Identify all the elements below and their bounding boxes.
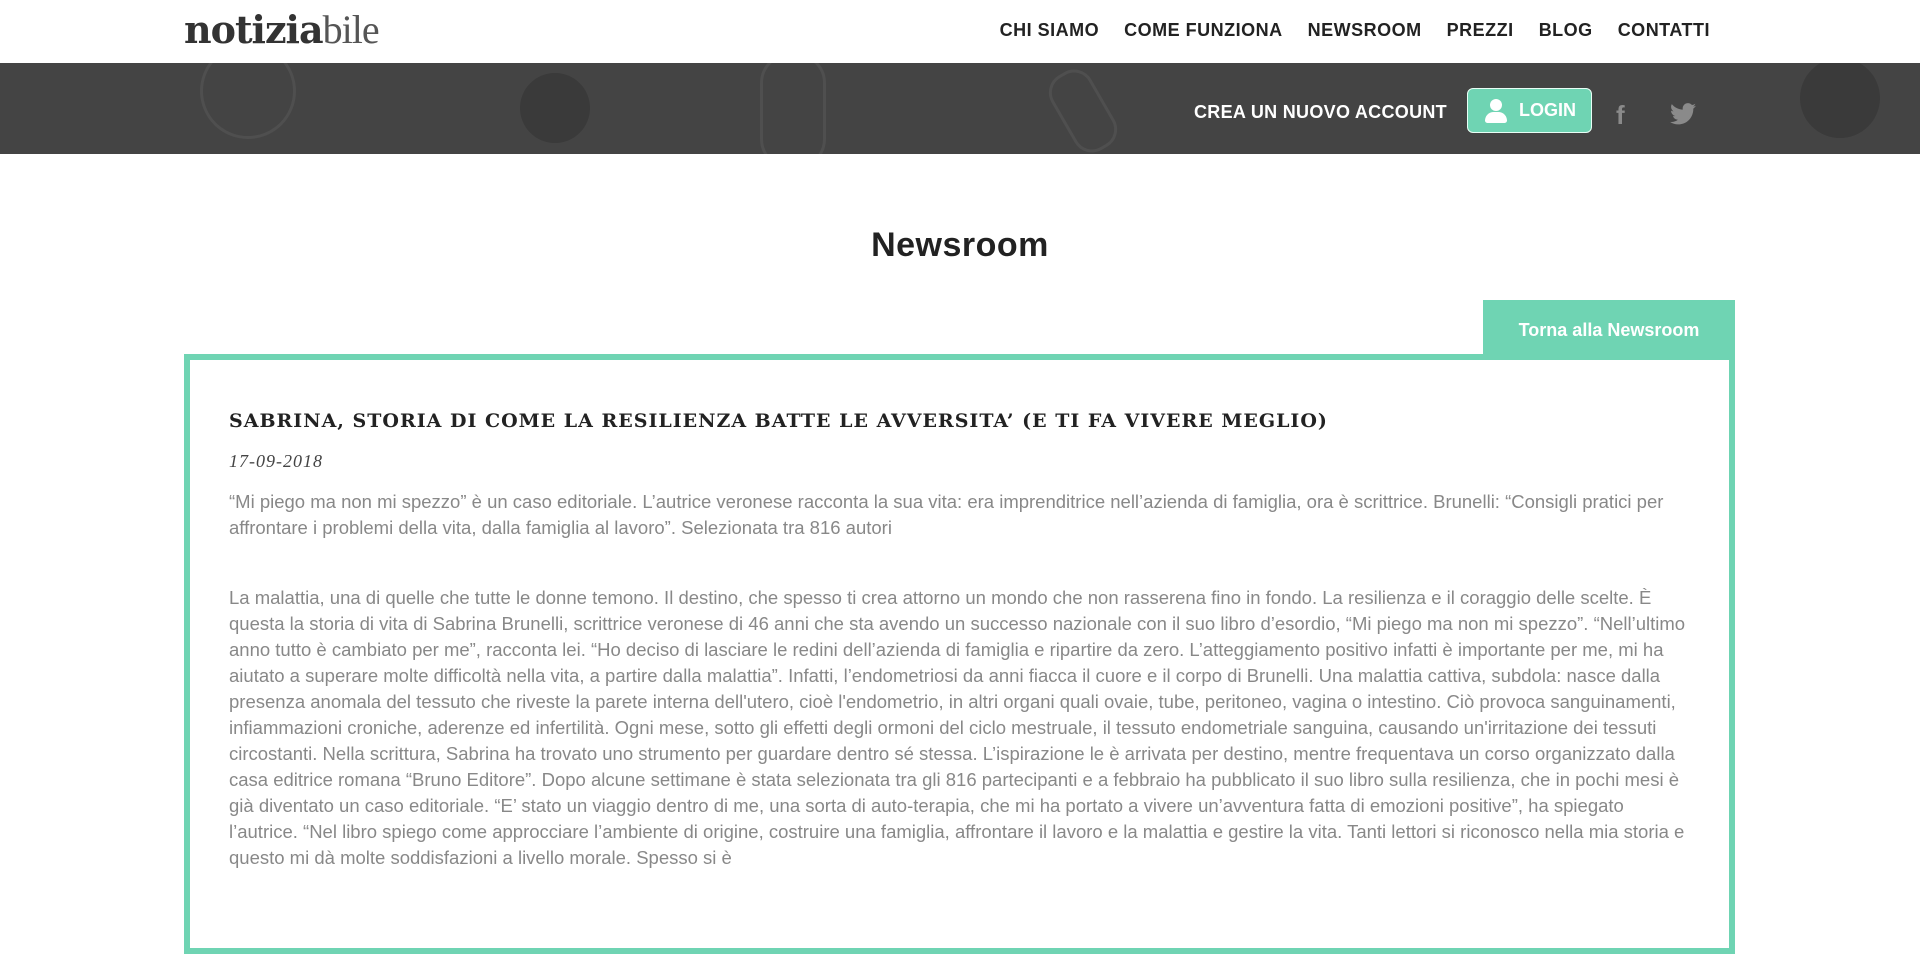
- article-date: 17-09-2018: [229, 451, 323, 471]
- nav-contatti[interactable]: CONTATTI: [1617, 20, 1710, 40]
- article-lead: “Mi piego ma non mi spezzo” è un caso editoriale. L’autrice veronese racconta la sua vita: era imprenditrice nell’azienda di famiglia, ora è scrittrice. Brunelli: “Consigli pratici per affrontare i problemi della vita, dalla famiglia al lavoro”. Selezionata tra 816 autori: [229, 491, 1664, 538]
- nav-come-funziona[interactable]: COME FUNZIONA: [1124, 20, 1283, 40]
- login-label: LOGIN: [1519, 100, 1576, 120]
- user-icon: [1483, 98, 1509, 124]
- back-to-newsroom-button[interactable]: Torna alla Newsroom: [1483, 300, 1735, 360]
- facebook-icon[interactable]: f: [1616, 100, 1625, 130]
- article-body: La malattia, una di quelle che tutte le donne temono. Il destino, che spesso ti crea attorno un mondo che non rasserena fino in fondo. La resilienza e il coraggio delle scelte. È questa la storia di vita di Sabrina Brunelli, scrittrice veronese di 46 anni che sta avendo un successo nazionale con il suo libro d’esordio, “Mi piego ma non mi spezzo”. “Nell’ultimo anno tutto è cambiato per me”, racconta lei. “Ho deciso di lasciare le redini dell’azienda di famiglia e ripartire da zero. L’atteggiamento positivo infatti è importante per me, mi ha aiutato a superare molte difficoltà nella vita, a partire dalla malattia”. Infatti, l’endometriosi da anni fiacca il cuore e il corpo di Brunelli. Una malattia cattiva, subdola: nasce dalla presenza anomala del tessuto che riveste la parete interna dell'utero, cioè l'endometrio, in altri organi quali ovaie, tube, peritoneo, vagina o intestino. Ciò provoca sanguinamenti, infiammazioni croniche, aderenze ed infertilità. Ogni mese, sotto gli effetti degli ormoni del ciclo mestruale, il tessuto endometriale sanguina, causando un'irritazione dei tessuti circostanti. Nella scrittura, Sabrina ha trovato uno strumento per guardare dentro sé stessa. L’ispirazione le è arrivata per destino, mentre frequentava un corso organizzato dalla casa editrice romana “Bruno Editore”. Dopo alcune settimane è stata selezionata tra gli 816 partecipanti e a febbraio ha pubblicato il suo libro sulla resilienza, che in pochi mesi è già diventato un caso editoriale. “E’ stato un viaggio dentro di me, una sorta di auto-terapia, che mi ha portato a vivere un’avventura fatta di emozioni positive”, ha spiegato l’autrice. “Nel libro spiego come approcciare l’ambiente di origine, costruire una famiglia, affrontare il lavoro e la malattia e gestire la vita. Tanti lettori si riconosco nella mia storia e questo mi dà molte soddisfazioni a livello morale. Spesso si è: [229, 587, 1686, 868]
- decorative-shape: [200, 63, 296, 139]
- nav-newsroom[interactable]: NEWSROOM: [1307, 20, 1422, 40]
- decorative-shape: [1042, 63, 1125, 154]
- twitter-icon[interactable]: [1670, 103, 1696, 125]
- login-button[interactable]: [1467, 88, 1592, 133]
- main-menu: [1000, 20, 1710, 41]
- page-title: Newsroom: [871, 226, 1049, 264]
- decorative-shape: [520, 73, 590, 143]
- decorative-shape: [760, 63, 826, 154]
- site-logo[interactable]: [184, 8, 379, 52]
- logo-part-1: notizia: [184, 7, 323, 52]
- nav-prezzi[interactable]: PREZZI: [1446, 20, 1514, 40]
- top-navigation: [0, 0, 1920, 63]
- logo-part-2: bile: [322, 7, 379, 52]
- create-account-link[interactable]: CREA UN NUOVO ACCOUNT: [1194, 102, 1447, 122]
- decorative-shape: [1800, 63, 1880, 138]
- nav-chi-siamo[interactable]: CHI SIAMO: [999, 20, 1100, 40]
- nav-blog[interactable]: BLOG: [1538, 20, 1593, 40]
- article-title: SABRINA, STORIA DI COME LA RESILIENZA BATTE LE AVVERSITA’ (E TI FA VIVERE MEGLIO): [229, 410, 1328, 432]
